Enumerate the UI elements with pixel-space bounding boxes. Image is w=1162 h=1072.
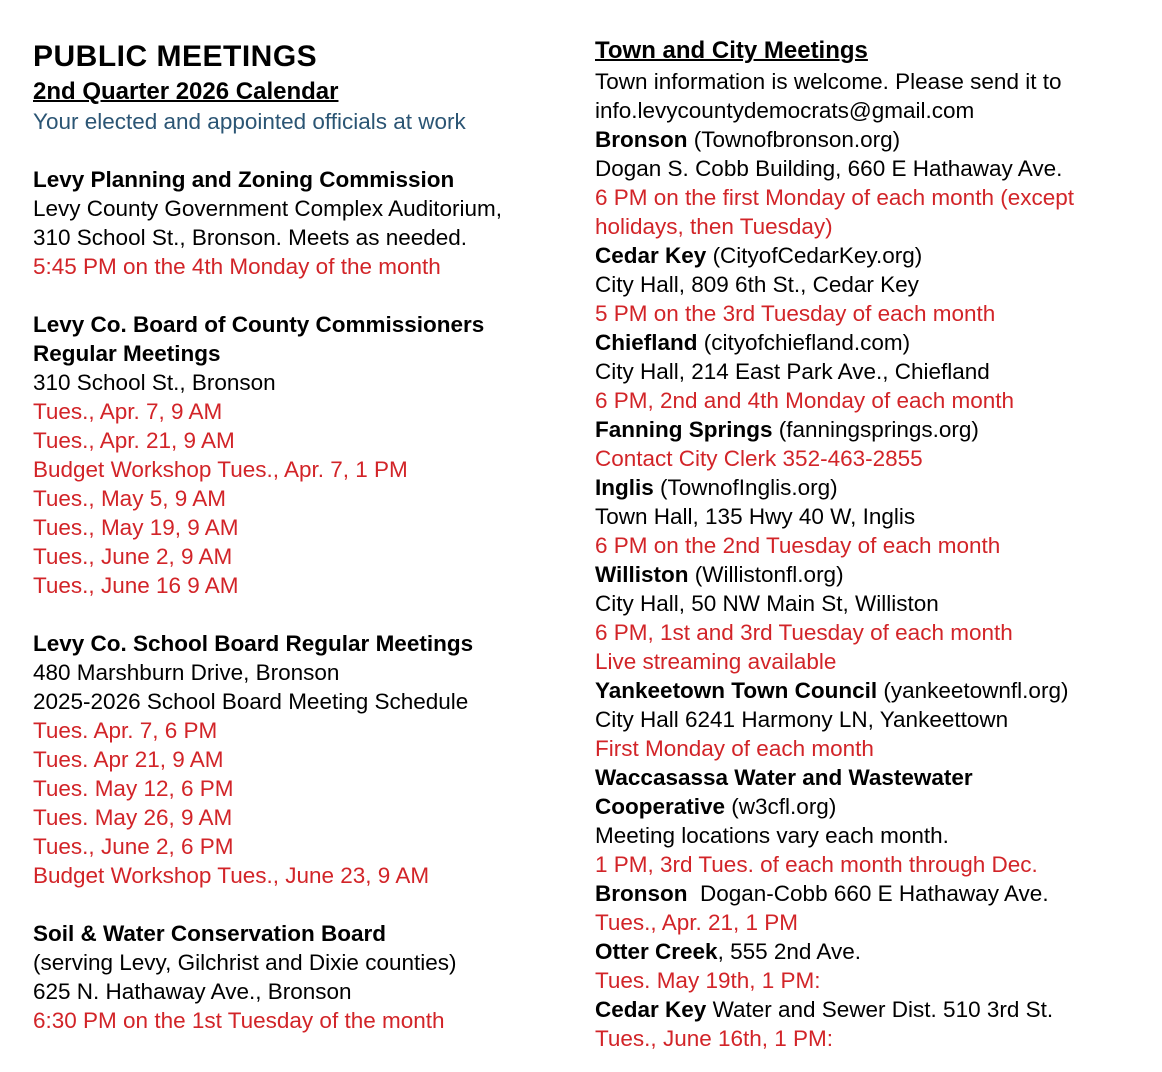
meeting-schedule-line <box>33 426 578 455</box>
plain-text: (Willistonfl.org) <box>688 562 844 587</box>
meeting-schedule-line <box>595 183 1155 212</box>
plain-text: Tues., Apr. 21, 9 AM <box>33 428 235 453</box>
bold-text: Williston <box>595 562 689 587</box>
plain-text: Town information is welcome. Please send it to <box>595 69 1062 94</box>
right-column <box>595 36 1155 1053</box>
meeting-schedule-line <box>33 1006 578 1035</box>
plain-text: Tues., June 16 9 AM <box>33 573 239 598</box>
plain-text: holidays, then Tuesday) <box>595 214 833 239</box>
town-city-meetings-list <box>595 67 1155 1053</box>
plain-text: info.levycountydemocrats@gmail.com <box>595 98 975 123</box>
meeting-schedule-line <box>33 252 578 281</box>
meeting-schedule-line <box>33 861 578 890</box>
plain-text: Budget Workshop Tues., Apr. 7, 1 PM <box>33 457 408 482</box>
plain-text: Contact City Clerk 352-463-2855 <box>595 446 923 471</box>
meeting-heading-line <box>33 310 578 339</box>
meeting-info-line <box>595 676 1155 705</box>
meeting-heading-line <box>595 763 1155 792</box>
meeting-schedule-line <box>595 1024 1155 1053</box>
plain-text: City Hall, 50 NW Main St, Williston <box>595 591 939 616</box>
plain-text: 310 School St., Bronson <box>33 370 276 395</box>
plain-text: 480 Marshburn Drive, Bronson <box>33 660 340 685</box>
plain-text: Tues. May 26, 9 AM <box>33 805 233 830</box>
plain-text: Dogan-Cobb 660 E Hathaway Ave. <box>687 881 1049 906</box>
plain-text: Tues., May 5, 9 AM <box>33 486 226 511</box>
plain-text: 310 School St., Bronson. Meets as needed. <box>33 225 468 250</box>
page-title: PUBLIC MEETINGS <box>33 40 318 73</box>
plain-text: Tues. May 19th, 1 PM: <box>595 968 821 993</box>
meeting-schedule-line <box>595 212 1155 241</box>
meeting-schedule-line <box>595 444 1155 473</box>
meeting-info-line <box>595 589 1155 618</box>
meeting-schedule-line <box>33 513 578 542</box>
meeting-info-line <box>595 328 1155 357</box>
plain-text: Levy County Government Complex Auditorium, <box>33 196 502 221</box>
plain-text: Meeting locations vary each month. <box>595 823 949 848</box>
bold-text: Bronson <box>595 881 688 906</box>
plain-text: (fanningsprings.org) <box>772 417 979 442</box>
plain-text: Tues. Apr. 7, 6 PM <box>33 718 218 743</box>
meeting-heading-line <box>33 629 578 658</box>
plain-text: 6 PM on the 2nd Tuesday of each month <box>595 533 1001 558</box>
plain-text: (yankeetownfl.org) <box>877 678 1069 703</box>
plain-text: Budget Workshop Tues., June 23, 9 AM <box>33 863 430 888</box>
meeting-info-line <box>595 154 1155 183</box>
meeting-info-line <box>33 658 578 687</box>
plain-text: 5:45 PM on the 4th Monday of the month <box>33 254 441 279</box>
meeting-schedule-line <box>595 531 1155 560</box>
meeting-section-soil-water-conservation <box>33 919 578 1035</box>
plain-text: 6 PM, 2nd and 4th Monday of each month <box>595 388 1015 413</box>
bold-text: Levy Co. School Board Regular Meetings <box>33 631 474 656</box>
bold-text: Cedar Key <box>595 997 707 1022</box>
bold-text: Yankeetown Town Council <box>595 678 878 703</box>
left-column <box>33 36 578 1035</box>
bold-text: Bronson <box>595 127 688 152</box>
plain-text: 6:30 PM on the 1st Tuesday of the month <box>33 1008 445 1033</box>
plain-text: Tues., June 2, 6 PM <box>33 834 234 859</box>
meeting-info-line <box>595 502 1155 531</box>
plain-text: (w3cfl.org) <box>725 794 837 819</box>
plain-text: 2025-2026 School Board Meeting Schedule <box>33 689 469 714</box>
bold-text: Waccasassa Water and Wastewater <box>595 765 973 790</box>
bold-text: Fanning Springs <box>595 417 773 442</box>
meeting-schedule-line <box>595 734 1155 763</box>
meeting-section-levy-county-commissioners <box>33 310 578 600</box>
plain-text: 1 PM, 3rd Tues. of each month through Dec. <box>595 852 1038 877</box>
meeting-sections <box>33 165 578 1035</box>
bold-text: Chiefland <box>595 330 698 355</box>
meeting-schedule-line <box>33 832 578 861</box>
meeting-heading-line <box>33 919 578 948</box>
plain-text: Tues., June 16th, 1 PM: <box>595 1026 834 1051</box>
meeting-info-line <box>595 937 1155 966</box>
bold-text: Levy Planning and Zoning Commission <box>33 167 455 192</box>
plain-text: Tues. May 12, 6 PM <box>33 776 234 801</box>
plain-text: 6 PM, 1st and 3rd Tuesday of each month <box>595 620 1013 645</box>
plain-text: Dogan S. Cobb Building, 660 E Hathaway Ave. <box>595 156 1063 181</box>
plain-text: City Hall, 809 6th St., Cedar Key <box>595 272 919 297</box>
meeting-schedule-line <box>595 618 1155 647</box>
meeting-schedule-line <box>595 908 1155 937</box>
plain-text: Tues., June 2, 9 AM <box>33 544 233 569</box>
meeting-info-line <box>33 687 578 716</box>
bold-text: Otter Creek <box>595 939 718 964</box>
meeting-info-line <box>595 792 1155 821</box>
meeting-info-line <box>595 995 1155 1024</box>
meeting-schedule-line <box>33 542 578 571</box>
meeting-info-line <box>33 948 578 977</box>
meeting-heading-line <box>33 339 578 368</box>
meeting-info-line <box>595 96 1155 125</box>
meeting-info-line <box>595 125 1155 154</box>
bold-text: Soil & Water Conservation Board <box>33 921 386 946</box>
plain-text: Town Hall, 135 Hwy 40 W, Inglis <box>595 504 916 529</box>
meeting-info-line <box>595 879 1155 908</box>
plain-text: 5 PM on the 3rd Tuesday of each month <box>595 301 996 326</box>
bold-text: Levy Co. Board of County Commissioners <box>33 312 485 337</box>
bold-text: Cooperative <box>595 794 726 819</box>
meeting-schedule-line <box>33 571 578 600</box>
plain-text: City Hall, 214 East Park Ave., Chiefland <box>595 359 990 384</box>
meeting-info-line <box>595 67 1155 96</box>
plain-text: Tues., May 19, 9 AM <box>33 515 239 540</box>
plain-text: 6 PM on the first Monday of each month (except <box>595 185 1074 210</box>
meeting-info-line <box>595 821 1155 850</box>
meeting-info-line <box>33 223 578 252</box>
meeting-schedule-line <box>595 299 1155 328</box>
meeting-section-levy-school-board <box>33 629 578 890</box>
meeting-schedule-line <box>33 745 578 774</box>
meeting-schedule-line <box>33 803 578 832</box>
plain-text: City Hall 6241 Harmony LN, Yankeettown <box>595 707 1009 732</box>
plain-text: 625 N. Hathaway Ave., Bronson <box>33 979 352 1004</box>
meeting-info-line <box>595 357 1155 386</box>
meeting-schedule-line <box>33 484 578 513</box>
plain-text: First Monday of each month <box>595 736 874 761</box>
plain-text: (Townofbronson.org) <box>687 127 901 152</box>
plain-text: Live streaming available <box>595 649 837 674</box>
meeting-info-line <box>33 368 578 397</box>
plain-text: Tues. Apr 21, 9 AM <box>33 747 224 772</box>
town-city-meetings-title: Town and City Meetings <box>595 37 868 64</box>
meeting-info-line <box>595 415 1155 444</box>
calendar-subtitle: 2nd Quarter 2026 Calendar <box>33 78 339 105</box>
meeting-info-line <box>33 194 578 223</box>
plain-text: (CityofCedarKey.org) <box>706 243 923 268</box>
meeting-schedule-line <box>595 647 1155 676</box>
meeting-info-line <box>595 705 1155 734</box>
meeting-schedule-line <box>595 850 1155 879</box>
meeting-schedule-line <box>595 966 1155 995</box>
plain-text: (cityofchiefland.com) <box>697 330 911 355</box>
meeting-schedule-line <box>33 455 578 484</box>
meeting-schedule-line <box>33 774 578 803</box>
meeting-info-line <box>33 977 578 1006</box>
bold-text: Cedar Key <box>595 243 707 268</box>
meeting-heading-line <box>33 165 578 194</box>
meeting-schedule-line <box>595 386 1155 415</box>
meeting-schedule-line <box>33 397 578 426</box>
plain-text: , 555 2nd Ave. <box>717 939 862 964</box>
bold-text: Regular Meetings <box>33 341 221 366</box>
plain-text: Water and Sewer Dist. 510 3rd St. <box>706 997 1054 1022</box>
plain-text: (TownofInglis.org) <box>653 475 838 500</box>
meeting-section-levy-planning-zoning <box>33 165 578 281</box>
tagline: Your elected and appointed officials at work <box>33 109 466 134</box>
meeting-info-line <box>595 241 1155 270</box>
meeting-info-line <box>595 270 1155 299</box>
meeting-info-line <box>595 560 1155 589</box>
meeting-schedule-line <box>33 716 578 745</box>
plain-text: Tues., Apr. 7, 9 AM <box>33 399 223 424</box>
plain-text: (serving Levy, Gilchrist and Dixie counties) <box>33 950 457 975</box>
meeting-info-line <box>595 473 1155 502</box>
bold-text: Inglis <box>595 475 654 500</box>
plain-text: Tues., Apr. 21, 1 PM <box>595 910 799 935</box>
